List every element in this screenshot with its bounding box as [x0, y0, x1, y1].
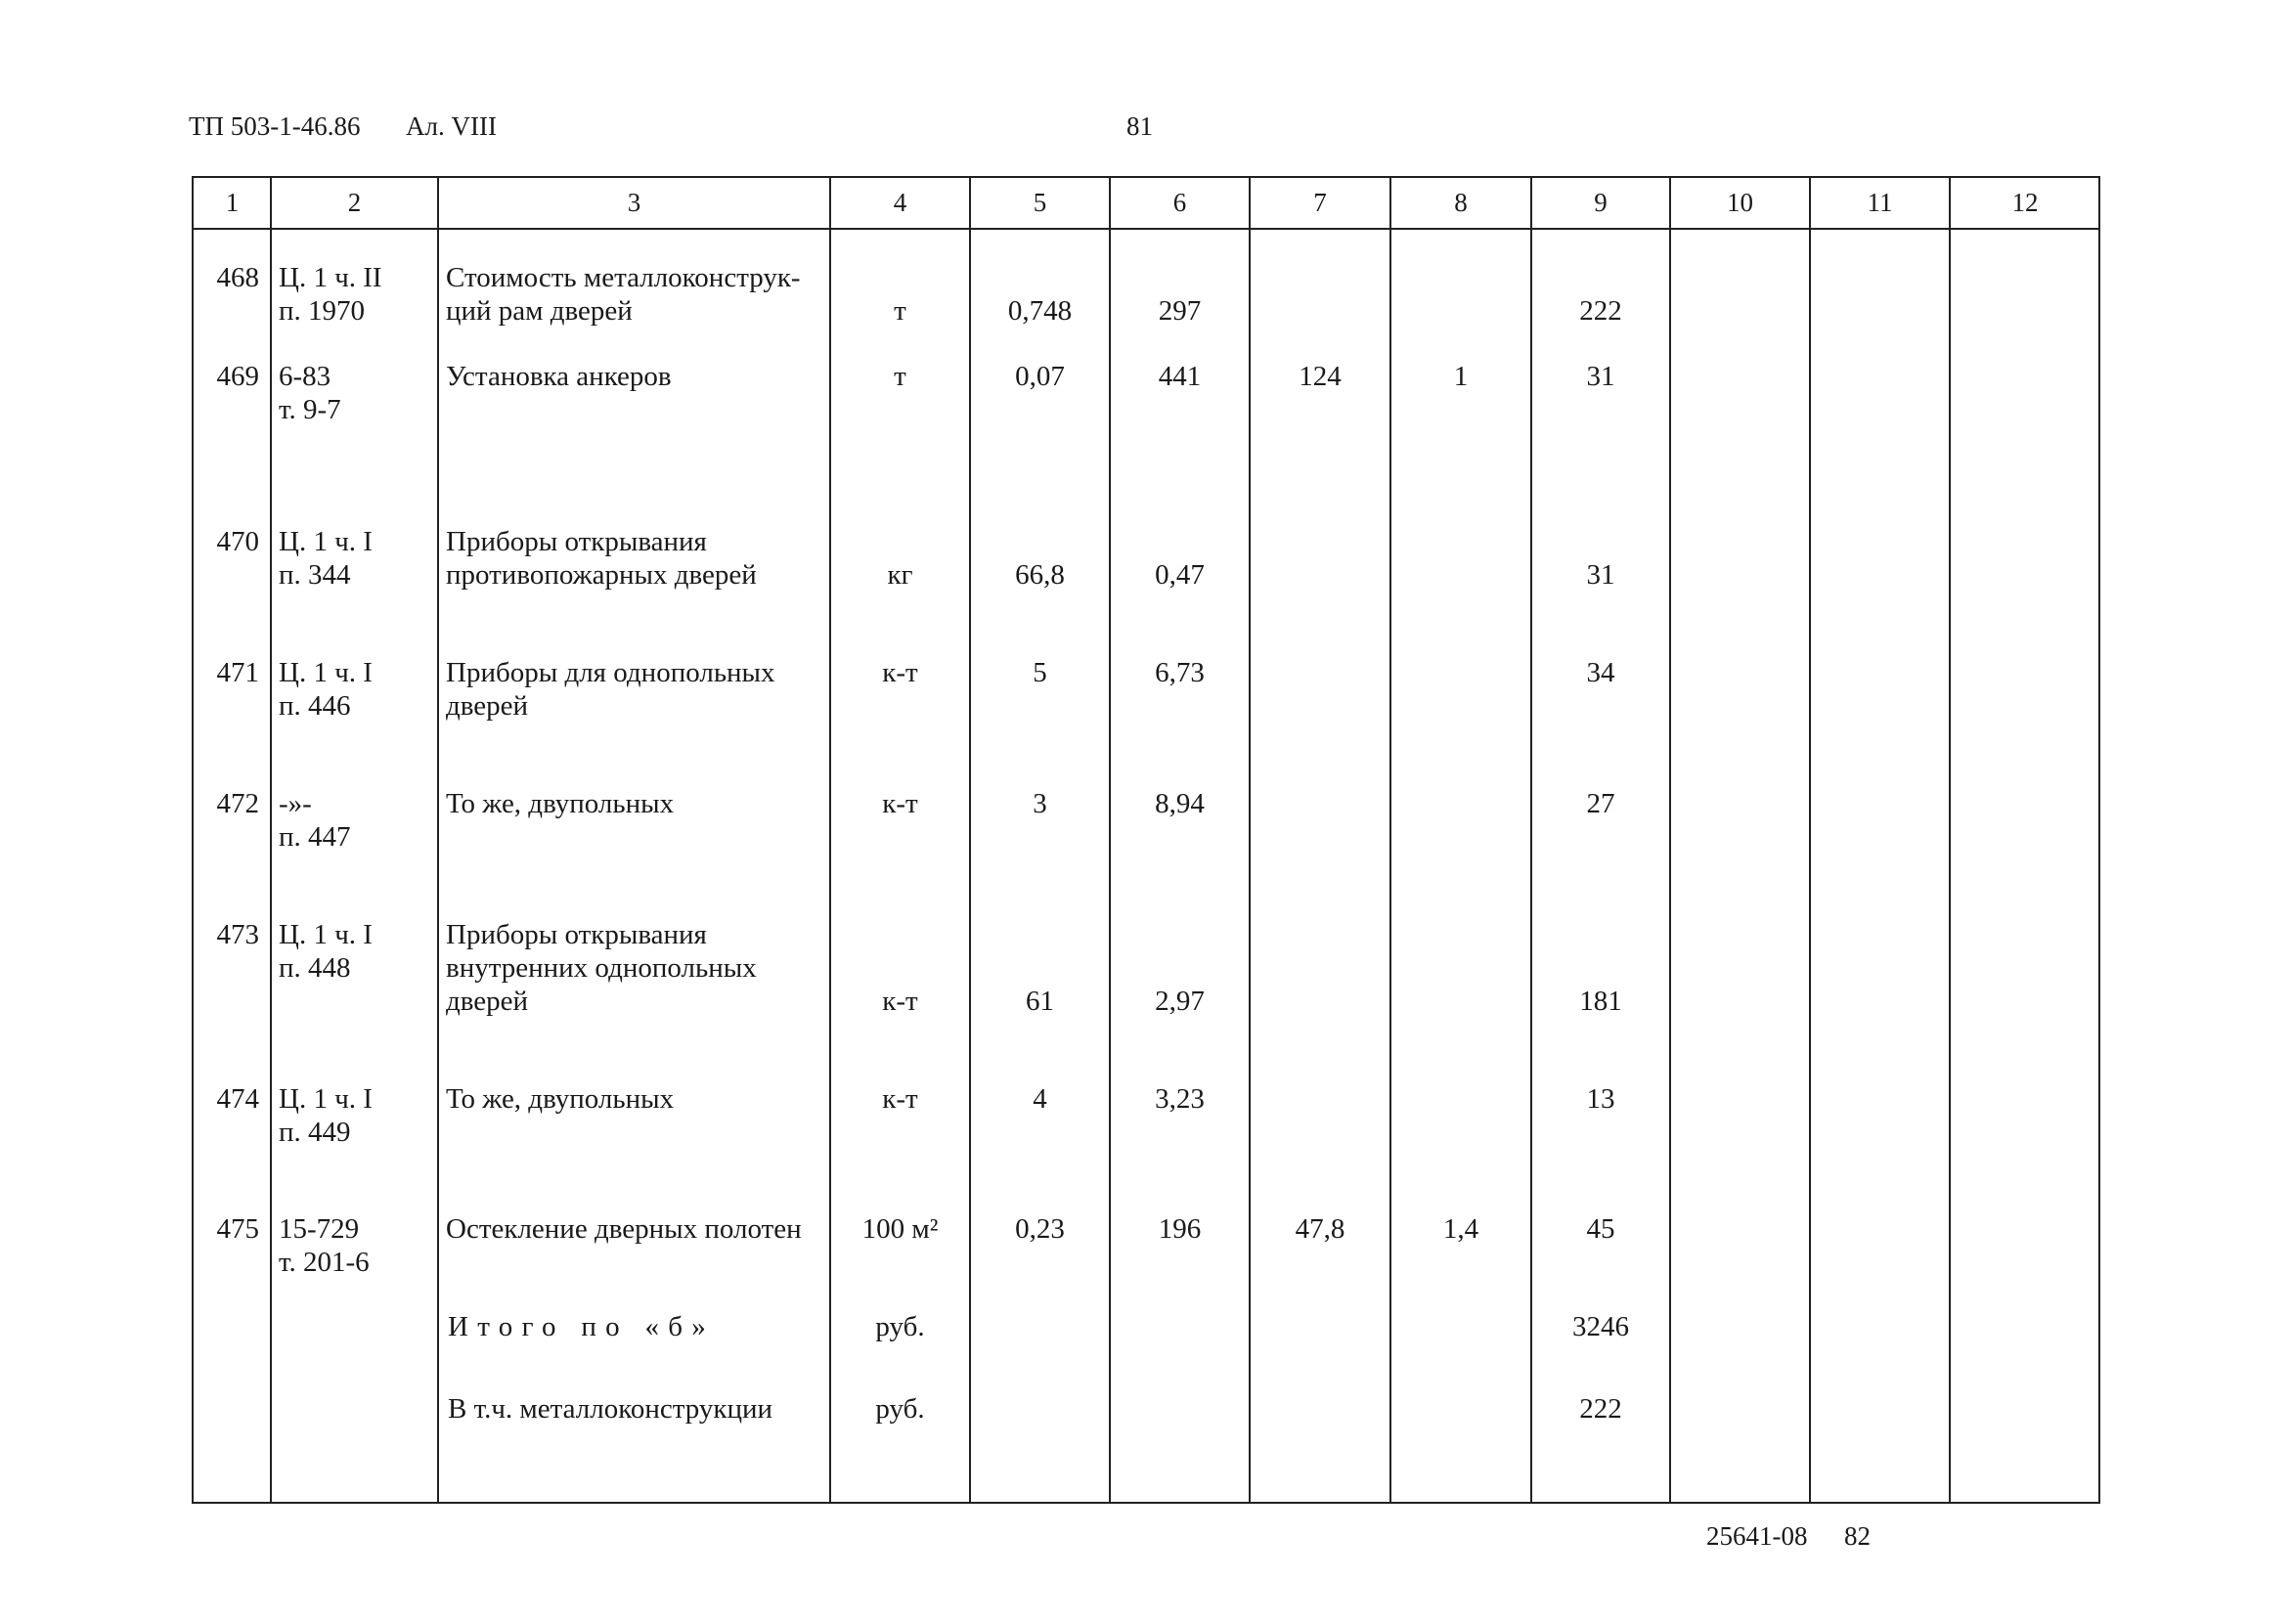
column-8-value: 1,4: [1442, 1213, 1479, 1245]
rate-code: -»-: [279, 788, 312, 819]
album-number: Ал. VIII: [406, 111, 497, 141]
row-number: 474: [216, 1083, 259, 1115]
unit-price: 8,94: [1155, 788, 1205, 819]
rate-reference: п. 446: [279, 690, 351, 722]
item-name-line-3: дверей: [446, 986, 529, 1017]
total-cost: 31: [1586, 559, 1615, 591]
column-number: 10: [1727, 188, 1753, 217]
column-divider: [437, 178, 439, 1502]
unit-of-measure: 100 м²: [861, 1213, 939, 1245]
quantity: 5: [1033, 657, 1047, 688]
item-name-line-2: ций рам дверей: [446, 295, 633, 327]
item-name: Остекление дверных полотен: [446, 1213, 802, 1245]
quantity: 3: [1033, 788, 1047, 819]
column-7-value: 47,8: [1295, 1213, 1345, 1245]
unit-of-measure: к-т: [882, 788, 918, 819]
total-unit: руб.: [875, 1393, 925, 1425]
column-divider: [270, 178, 272, 1502]
rate-reference: п. 449: [279, 1117, 351, 1148]
rate-code: 6-83: [279, 361, 331, 392]
unit-of-measure: кг: [887, 559, 913, 591]
rate-reference: т. 201-6: [279, 1247, 370, 1278]
unit-price: 0,47: [1155, 559, 1205, 591]
column-divider: [1809, 178, 1811, 1502]
rate-reference: п. 344: [279, 559, 351, 591]
column-number: 12: [2011, 188, 2039, 217]
item-name: То же, двупольных: [446, 788, 675, 819]
document-code: ТП 503-1-46.86: [189, 111, 361, 141]
page-number: 81: [1126, 111, 1153, 141]
quantity: 4: [1033, 1083, 1047, 1115]
column-8-value: 1: [1453, 361, 1469, 392]
rate-reference: п. 448: [279, 952, 351, 984]
rate-code: 15-729: [279, 1213, 360, 1245]
unit-of-measure: к-т: [882, 657, 918, 688]
row-number: 475: [216, 1213, 259, 1245]
row-number: 472: [216, 788, 259, 819]
total-cost: 13: [1586, 1083, 1615, 1115]
unit-price: 2,97: [1155, 986, 1205, 1017]
item-name: Установка анкеров: [446, 361, 672, 392]
total-cost: 31: [1586, 361, 1615, 392]
row-number: 473: [216, 919, 259, 950]
rate-code: Ц. 1 ч. I: [279, 919, 373, 950]
row-number: 468: [216, 262, 259, 293]
unit-of-measure: т: [894, 361, 906, 392]
column-divider: [1949, 178, 1951, 1502]
column-number: 7: [1313, 188, 1327, 217]
total-cost: 181: [1579, 986, 1622, 1017]
item-name: Приборы для однопольных: [446, 657, 775, 688]
unit-price: 297: [1158, 295, 1202, 327]
total-value: 222: [1579, 1393, 1622, 1425]
column-number: 9: [1594, 188, 1608, 217]
unit-price: 3,23: [1155, 1083, 1205, 1115]
item-name: Стоимость металлоконструк-: [446, 262, 801, 293]
column-number: 6: [1172, 188, 1187, 217]
footer-page-number: 82: [1844, 1521, 1871, 1551]
rate-code: Ц. 1 ч. I: [279, 1083, 373, 1115]
unit-price: 6,73: [1155, 657, 1205, 688]
row-number: 471: [216, 657, 259, 688]
total-cost: 45: [1586, 1213, 1615, 1245]
column-number: 8: [1454, 188, 1468, 217]
unit-price: 441: [1158, 361, 1202, 392]
unit-of-measure: к-т: [882, 986, 918, 1017]
item-name-line-2: дверей: [446, 690, 529, 722]
metal-structures-label: В т.ч. металлоконструкции: [448, 1393, 773, 1425]
item-name: Приборы открывания: [446, 919, 707, 950]
unit-of-measure: к-т: [882, 1083, 918, 1115]
item-name-line-2: противопожарных дверей: [446, 559, 757, 591]
column-7-value: 124: [1299, 361, 1342, 392]
column-number: 3: [627, 188, 641, 217]
column-number: 1: [225, 188, 240, 217]
rate-code: Ц. 1 ч. I: [279, 657, 373, 688]
subtotal-label: Итого по «б»: [448, 1311, 716, 1342]
rate-code: Ц. 1 ч. I: [279, 526, 373, 557]
rate-code: Ц. 1 ч. II: [279, 262, 382, 293]
quantity: 0,748: [1007, 295, 1073, 327]
total-value: 3246: [1572, 1311, 1629, 1342]
column-number: 5: [1033, 188, 1047, 217]
item-name-line-2: внутренних однопольных: [446, 952, 757, 984]
rate-reference: т. 9-7: [279, 394, 341, 425]
row-number: 469: [216, 361, 259, 392]
rate-reference: п. 447: [279, 821, 351, 853]
total-cost: 27: [1586, 788, 1615, 819]
total-cost: 34: [1586, 657, 1615, 688]
item-name: То же, двупольных: [446, 1083, 675, 1115]
estimate-table: [192, 176, 2100, 1504]
quantity: 66,8: [1015, 559, 1065, 591]
rate-reference: п. 1970: [279, 295, 366, 327]
quantity: 0,23: [1015, 1213, 1065, 1245]
column-number: 4: [893, 188, 907, 217]
item-name: Приборы открывания: [446, 526, 707, 557]
unit-price: 196: [1158, 1213, 1202, 1245]
header-divider: [194, 228, 2098, 230]
total-unit: руб.: [875, 1311, 925, 1342]
column-number: 2: [347, 188, 362, 217]
unit-of-measure: т: [894, 295, 906, 327]
quantity: 0,07: [1015, 361, 1065, 392]
quantity: 61: [1026, 986, 1054, 1017]
row-number: 470: [216, 526, 259, 557]
column-number: 11: [1867, 188, 1893, 217]
total-cost: 222: [1579, 295, 1622, 327]
footer-code: 25641-08: [1706, 1521, 1808, 1551]
